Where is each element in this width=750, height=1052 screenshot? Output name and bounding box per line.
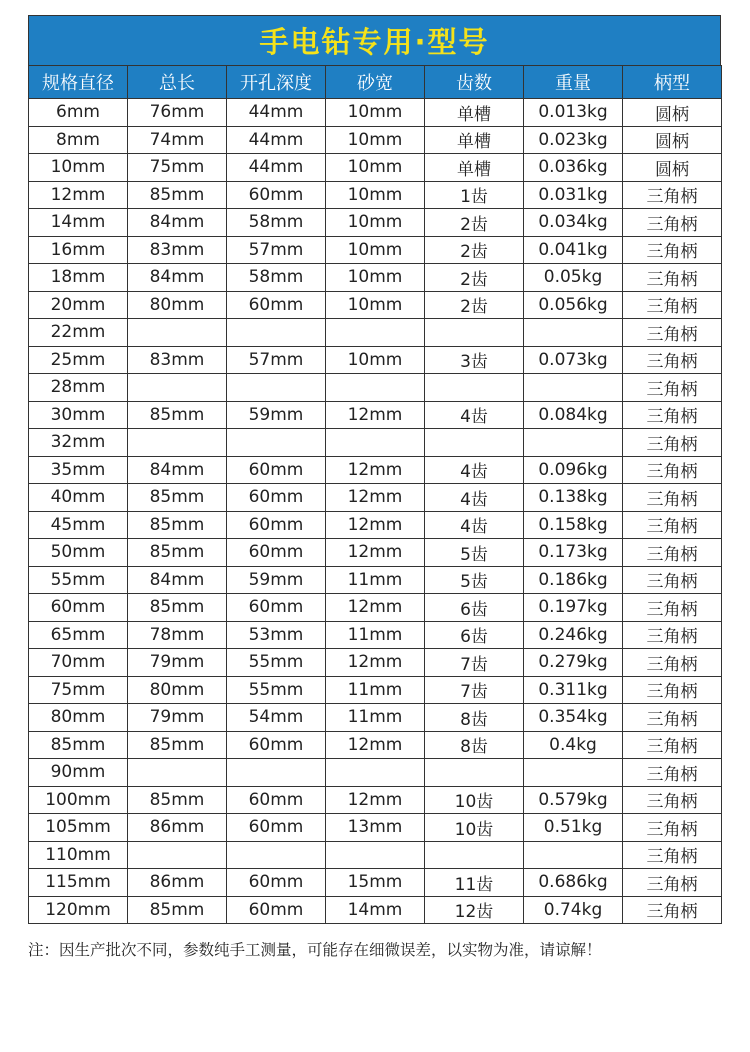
cell-grit-width: 12mm [326, 594, 425, 622]
cell-teeth: 10齿 [425, 814, 524, 842]
cell-shank-type: 三角柄 [623, 539, 722, 567]
table-row [29, 456, 722, 484]
cell-grit-width: 10mm [326, 209, 425, 237]
cell-diameter: 115mm [29, 869, 128, 897]
cell-grit-width: 13mm [326, 814, 425, 842]
cell-diameter: 55mm [29, 566, 128, 594]
cell-total-length: 85mm [128, 511, 227, 539]
cell-shank-type: 三角柄 [623, 594, 722, 622]
cell-shank-type: 三角柄 [623, 814, 722, 842]
cell-weight: 0.023kg [524, 126, 623, 154]
cell-hole-depth: 58mm [227, 264, 326, 292]
cell-shank-type: 三角柄 [623, 456, 722, 484]
table-row [29, 209, 722, 237]
cell-weight [524, 374, 623, 402]
cell-teeth: 单槽 [425, 126, 524, 154]
cell-hole-depth: 53mm [227, 621, 326, 649]
cell-hole-depth: 59mm [227, 401, 326, 429]
table-row [29, 594, 722, 622]
cell-total-length: 84mm [128, 264, 227, 292]
cell-teeth: 4齿 [425, 456, 524, 484]
cell-grit-width: 12mm [326, 731, 425, 759]
cell-hole-depth: 44mm [227, 99, 326, 127]
spec-table-container [28, 15, 721, 924]
header-hole-depth: 开孔深度 [227, 66, 326, 99]
cell-diameter: 70mm [29, 649, 128, 677]
table-row [29, 484, 722, 512]
cell-total-length: 86mm [128, 869, 227, 897]
cell-diameter: 85mm [29, 731, 128, 759]
cell-grit-width: 10mm [326, 346, 425, 374]
cell-teeth: 2齿 [425, 291, 524, 319]
cell-grit-width: 10mm [326, 154, 425, 182]
cell-shank-type: 三角柄 [623, 841, 722, 869]
cell-shank-type: 三角柄 [623, 346, 722, 374]
cell-total-length: 83mm [128, 236, 227, 264]
table-row [29, 374, 722, 402]
table-row [29, 291, 722, 319]
table-row [29, 814, 722, 842]
cell-teeth [425, 374, 524, 402]
cell-shank-type: 圆柄 [623, 99, 722, 127]
cell-weight: 0.279kg [524, 649, 623, 677]
cell-total-length: 85mm [128, 401, 227, 429]
cell-diameter: 60mm [29, 594, 128, 622]
cell-hole-depth: 60mm [227, 896, 326, 924]
cell-total-length: 76mm [128, 99, 227, 127]
cell-grit-width [326, 429, 425, 457]
cell-weight: 0.4kg [524, 731, 623, 759]
table-row [29, 621, 722, 649]
cell-teeth: 5齿 [425, 539, 524, 567]
cell-weight: 0.031kg [524, 181, 623, 209]
cell-teeth: 单槽 [425, 99, 524, 127]
cell-grit-width [326, 374, 425, 402]
cell-weight: 0.034kg [524, 209, 623, 237]
cell-diameter: 50mm [29, 539, 128, 567]
cell-teeth: 4齿 [425, 401, 524, 429]
cell-shank-type: 三角柄 [623, 566, 722, 594]
cell-teeth: 2齿 [425, 236, 524, 264]
cell-shank-type: 三角柄 [623, 869, 722, 897]
table-row [29, 759, 722, 787]
cell-shank-type: 三角柄 [623, 704, 722, 732]
table-row [29, 869, 722, 897]
cell-hole-depth: 60mm [227, 786, 326, 814]
cell-total-length: 85mm [128, 484, 227, 512]
table-row [29, 511, 722, 539]
cell-weight [524, 429, 623, 457]
cell-teeth: 单槽 [425, 154, 524, 182]
cell-diameter: 20mm [29, 291, 128, 319]
cell-weight: 0.084kg [524, 401, 623, 429]
cell-teeth [425, 759, 524, 787]
cell-grit-width: 11mm [326, 704, 425, 732]
cell-total-length: 79mm [128, 704, 227, 732]
cell-diameter: 6mm [29, 99, 128, 127]
cell-shank-type: 三角柄 [623, 209, 722, 237]
cell-hole-depth: 60mm [227, 814, 326, 842]
cell-shank-type: 三角柄 [623, 429, 722, 457]
cell-teeth: 7齿 [425, 649, 524, 677]
cell-weight: 0.579kg [524, 786, 623, 814]
cell-shank-type: 三角柄 [623, 291, 722, 319]
table-row [29, 401, 722, 429]
cell-grit-width: 12mm [326, 649, 425, 677]
cell-shank-type: 圆柄 [623, 154, 722, 182]
cell-shank-type: 三角柄 [623, 759, 722, 787]
cell-total-length [128, 841, 227, 869]
cell-shank-type: 三角柄 [623, 511, 722, 539]
header-weight: 重量 [524, 66, 623, 99]
cell-diameter: 100mm [29, 786, 128, 814]
cell-total-length [128, 319, 227, 347]
cell-hole-depth [227, 759, 326, 787]
cell-weight [524, 759, 623, 787]
cell-total-length [128, 429, 227, 457]
cell-hole-depth: 60mm [227, 181, 326, 209]
cell-shank-type: 三角柄 [623, 731, 722, 759]
cell-grit-width: 11mm [326, 676, 425, 704]
cell-hole-depth: 60mm [227, 291, 326, 319]
cell-grit-width: 12mm [326, 484, 425, 512]
cell-total-length: 78mm [128, 621, 227, 649]
cell-grit-width [326, 319, 425, 347]
spec-table [28, 65, 722, 924]
table-row [29, 319, 722, 347]
cell-shank-type: 圆柄 [623, 126, 722, 154]
cell-grit-width: 10mm [326, 291, 425, 319]
cell-weight: 0.354kg [524, 704, 623, 732]
cell-teeth: 7齿 [425, 676, 524, 704]
cell-grit-width: 10mm [326, 236, 425, 264]
cell-weight: 0.51kg [524, 814, 623, 842]
cell-grit-width: 10mm [326, 99, 425, 127]
cell-weight [524, 319, 623, 347]
cell-weight: 0.056kg [524, 291, 623, 319]
cell-weight: 0.138kg [524, 484, 623, 512]
cell-weight: 0.036kg [524, 154, 623, 182]
cell-weight: 0.311kg [524, 676, 623, 704]
cell-diameter: 65mm [29, 621, 128, 649]
cell-weight: 0.013kg [524, 99, 623, 127]
table-row [29, 786, 722, 814]
cell-weight: 0.197kg [524, 594, 623, 622]
cell-hole-depth: 58mm [227, 209, 326, 237]
header-shank-type: 柄型 [623, 66, 722, 99]
table-row [29, 731, 722, 759]
cell-teeth [425, 429, 524, 457]
cell-weight: 0.246kg [524, 621, 623, 649]
cell-total-length: 86mm [128, 814, 227, 842]
cell-hole-depth [227, 374, 326, 402]
cell-total-length: 79mm [128, 649, 227, 677]
cell-weight: 0.158kg [524, 511, 623, 539]
cell-teeth: 3齿 [425, 346, 524, 374]
cell-diameter: 28mm [29, 374, 128, 402]
cell-hole-depth: 60mm [227, 869, 326, 897]
cell-teeth: 8齿 [425, 704, 524, 732]
cell-diameter: 110mm [29, 841, 128, 869]
cell-hole-depth: 44mm [227, 126, 326, 154]
cell-shank-type: 三角柄 [623, 676, 722, 704]
table-row [29, 676, 722, 704]
cell-total-length: 80mm [128, 676, 227, 704]
table-row [29, 264, 722, 292]
cell-total-length: 85mm [128, 786, 227, 814]
table-row [29, 896, 722, 924]
cell-teeth: 6齿 [425, 594, 524, 622]
cell-grit-width: 12mm [326, 786, 425, 814]
cell-teeth: 12齿 [425, 896, 524, 924]
table-title: 手电钻专用·型号 [28, 15, 721, 65]
cell-weight: 0.173kg [524, 539, 623, 567]
table-row [29, 126, 722, 154]
cell-teeth: 6齿 [425, 621, 524, 649]
cell-weight: 0.041kg [524, 236, 623, 264]
table-row [29, 566, 722, 594]
cell-grit-width: 10mm [326, 181, 425, 209]
table-row [29, 346, 722, 374]
cell-grit-width: 11mm [326, 566, 425, 594]
cell-hole-depth: 60mm [227, 731, 326, 759]
cell-weight: 0.686kg [524, 869, 623, 897]
cell-diameter: 80mm [29, 704, 128, 732]
cell-shank-type: 三角柄 [623, 319, 722, 347]
cell-shank-type: 三角柄 [623, 374, 722, 402]
cell-hole-depth: 57mm [227, 236, 326, 264]
cell-weight: 0.073kg [524, 346, 623, 374]
cell-weight: 0.096kg [524, 456, 623, 484]
cell-teeth: 10齿 [425, 786, 524, 814]
cell-grit-width: 12mm [326, 539, 425, 567]
cell-diameter: 25mm [29, 346, 128, 374]
cell-hole-depth: 44mm [227, 154, 326, 182]
table-row [29, 99, 722, 127]
cell-diameter: 18mm [29, 264, 128, 292]
cell-diameter: 40mm [29, 484, 128, 512]
cell-teeth [425, 841, 524, 869]
cell-diameter: 8mm [29, 126, 128, 154]
cell-shank-type: 三角柄 [623, 896, 722, 924]
cell-weight [524, 841, 623, 869]
table-row [29, 704, 722, 732]
cell-hole-depth: 60mm [227, 511, 326, 539]
cell-total-length: 85mm [128, 896, 227, 924]
cell-hole-depth: 55mm [227, 649, 326, 677]
cell-hole-depth: 60mm [227, 539, 326, 567]
cell-grit-width: 15mm [326, 869, 425, 897]
cell-diameter: 12mm [29, 181, 128, 209]
cell-teeth: 2齿 [425, 209, 524, 237]
cell-hole-depth [227, 841, 326, 869]
cell-hole-depth: 60mm [227, 594, 326, 622]
cell-total-length: 85mm [128, 731, 227, 759]
cell-total-length: 85mm [128, 539, 227, 567]
cell-weight: 0.186kg [524, 566, 623, 594]
cell-shank-type: 三角柄 [623, 401, 722, 429]
cell-shank-type: 三角柄 [623, 649, 722, 677]
cell-hole-depth [227, 319, 326, 347]
cell-grit-width [326, 841, 425, 869]
table-row [29, 841, 722, 869]
cell-teeth: 8齿 [425, 731, 524, 759]
cell-teeth: 4齿 [425, 511, 524, 539]
table-row [29, 154, 722, 182]
cell-diameter: 90mm [29, 759, 128, 787]
cell-grit-width: 12mm [326, 401, 425, 429]
cell-total-length: 83mm [128, 346, 227, 374]
cell-grit-width: 12mm [326, 456, 425, 484]
cell-teeth: 2齿 [425, 264, 524, 292]
cell-grit-width: 12mm [326, 511, 425, 539]
cell-hole-depth [227, 429, 326, 457]
table-row [29, 181, 722, 209]
cell-diameter: 75mm [29, 676, 128, 704]
cell-total-length: 85mm [128, 181, 227, 209]
cell-total-length: 80mm [128, 291, 227, 319]
cell-total-length: 85mm [128, 594, 227, 622]
cell-grit-width: 10mm [326, 126, 425, 154]
cell-grit-width: 11mm [326, 621, 425, 649]
cell-grit-width: 14mm [326, 896, 425, 924]
cell-shank-type: 三角柄 [623, 264, 722, 292]
table-row [29, 236, 722, 264]
cell-diameter: 32mm [29, 429, 128, 457]
cell-diameter: 30mm [29, 401, 128, 429]
cell-grit-width: 10mm [326, 264, 425, 292]
cell-diameter: 10mm [29, 154, 128, 182]
cell-total-length [128, 759, 227, 787]
table-body [29, 99, 722, 924]
cell-teeth: 11齿 [425, 869, 524, 897]
cell-teeth [425, 319, 524, 347]
cell-total-length: 84mm [128, 566, 227, 594]
cell-total-length: 74mm [128, 126, 227, 154]
cell-shank-type: 三角柄 [623, 236, 722, 264]
header-total-length: 总长 [128, 66, 227, 99]
cell-shank-type: 三角柄 [623, 484, 722, 512]
cell-hole-depth: 55mm [227, 676, 326, 704]
cell-hole-depth: 57mm [227, 346, 326, 374]
cell-diameter: 14mm [29, 209, 128, 237]
cell-diameter: 16mm [29, 236, 128, 264]
footnote: 注：因生产批次不同，参数纯手工测量，可能存在细微误差，以实物为准，请谅解！ [28, 941, 602, 959]
cell-total-length [128, 374, 227, 402]
header-diameter: 规格直径 [29, 66, 128, 99]
cell-shank-type: 三角柄 [623, 786, 722, 814]
cell-total-length: 84mm [128, 456, 227, 484]
table-row [29, 649, 722, 677]
header-grit-width: 砂宽 [326, 66, 425, 99]
cell-shank-type: 三角柄 [623, 181, 722, 209]
cell-teeth: 4齿 [425, 484, 524, 512]
cell-shank-type: 三角柄 [623, 621, 722, 649]
table-row [29, 539, 722, 567]
cell-teeth: 5齿 [425, 566, 524, 594]
cell-diameter: 105mm [29, 814, 128, 842]
cell-hole-depth: 54mm [227, 704, 326, 732]
cell-diameter: 120mm [29, 896, 128, 924]
cell-teeth: 1齿 [425, 181, 524, 209]
cell-grit-width [326, 759, 425, 787]
cell-total-length: 84mm [128, 209, 227, 237]
cell-total-length: 75mm [128, 154, 227, 182]
table-row [29, 429, 722, 457]
cell-diameter: 22mm [29, 319, 128, 347]
cell-hole-depth: 60mm [227, 484, 326, 512]
header-teeth: 齿数 [425, 66, 524, 99]
cell-weight: 0.05kg [524, 264, 623, 292]
cell-weight: 0.74kg [524, 896, 623, 924]
cell-hole-depth: 60mm [227, 456, 326, 484]
cell-hole-depth: 59mm [227, 566, 326, 594]
cell-diameter: 45mm [29, 511, 128, 539]
header-row [29, 66, 722, 99]
cell-diameter: 35mm [29, 456, 128, 484]
